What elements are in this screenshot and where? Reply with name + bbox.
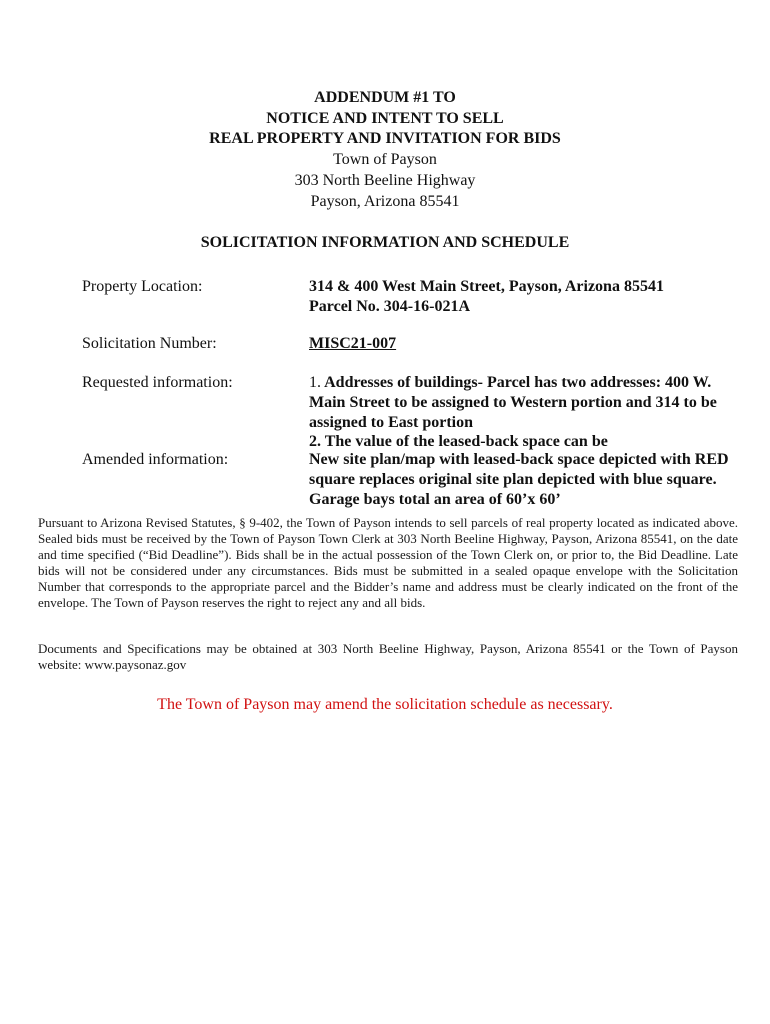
header-line-invitation: REAL PROPERTY AND INVITATION FOR BIDS (209, 130, 561, 148)
header-line-addendum: ADDENDUM #1 TO (314, 89, 456, 106)
section-title: SOLICITATION INFORMATION AND SCHEDULE (200, 234, 570, 251)
requested-line-3: assigned to East portion (309, 413, 474, 431)
property-location-label: Property Location: (82, 278, 203, 295)
requested-line-1 (309, 373, 749, 393)
amended-line-3: Garage bays total an area of 60’x 60’ (309, 490, 561, 508)
solicitation-number-value: MISC21-007 (309, 335, 397, 352)
property-address: 314 & 400 West Main Street, Payson, Arizona 85541 (309, 278, 664, 295)
requested-information-label: Requested information: (82, 374, 233, 391)
solicitation-number-value-wrap (309, 334, 749, 354)
statutes-paragraph: Pursuant to Arizona Revised Statutes, § 9-402, the Town of Payson intends to sell parcels of real property located as indicated above. Sealed bids must be received by the Town of Payson Town Clerk at 303 North Beeline Highway, Payson, Arizona 85541, on the date and time specified (“Bid Deadline”). Bids shall be in the actual possession of the Town Clerk on, or prior to, the Bid Deadline. Late bids will not be considered under any circumstances. Bids must be submitted in a sealed opaque envelope with the Solicitation Number that corresponds to the appropriate parcel and the Bidder’s name and address must be clearly indicated on the front of the envelope. The Town of Payson reserves the right to reject any and all bids. (38, 515, 738, 610)
solicitation-number-label: Solicitation Number: (82, 335, 217, 352)
amended-line-1: New site plan/map with leased-back space depicted with RED (309, 451, 729, 468)
documents-paragraph: Documents and Specifications may be obtained at 303 North Beeline Highway, Payson, Arizona 85541 or the Town of Payson website: www.paysonaz.gov (38, 641, 738, 672)
requested-line-1-text: Addresses of buildings- Parcel has two addresses: 400 W. (321, 374, 712, 391)
header-line-street: 303 North Beeline Highway (294, 171, 476, 189)
header-line-city: Payson, Arizona 85541 (310, 192, 460, 210)
property-location-value (309, 277, 749, 317)
requested-line-4: 2. The value of the leased-back space can be (309, 433, 608, 451)
amended-line-2: square replaces original site plan depicted with blue square. (309, 470, 717, 488)
header-line-notice: NOTICE AND INTENT TO SELL (266, 109, 504, 127)
amendment-notice: The Town of Payson may amend the solicitation schedule as necessary. (157, 696, 613, 713)
requested-information-value (309, 373, 749, 452)
header-line-town: Town of Payson (333, 151, 437, 169)
requested-item-number: 1. (309, 374, 321, 391)
parcel-number: Parcel No. 304-16-021A (309, 297, 470, 315)
amended-information-label: Amended information: (82, 451, 229, 468)
amended-information-value (309, 450, 749, 509)
document-header (0, 88, 770, 212)
requested-line-2: Main Street to be assigned to Western portion and 314 to be (309, 393, 717, 411)
